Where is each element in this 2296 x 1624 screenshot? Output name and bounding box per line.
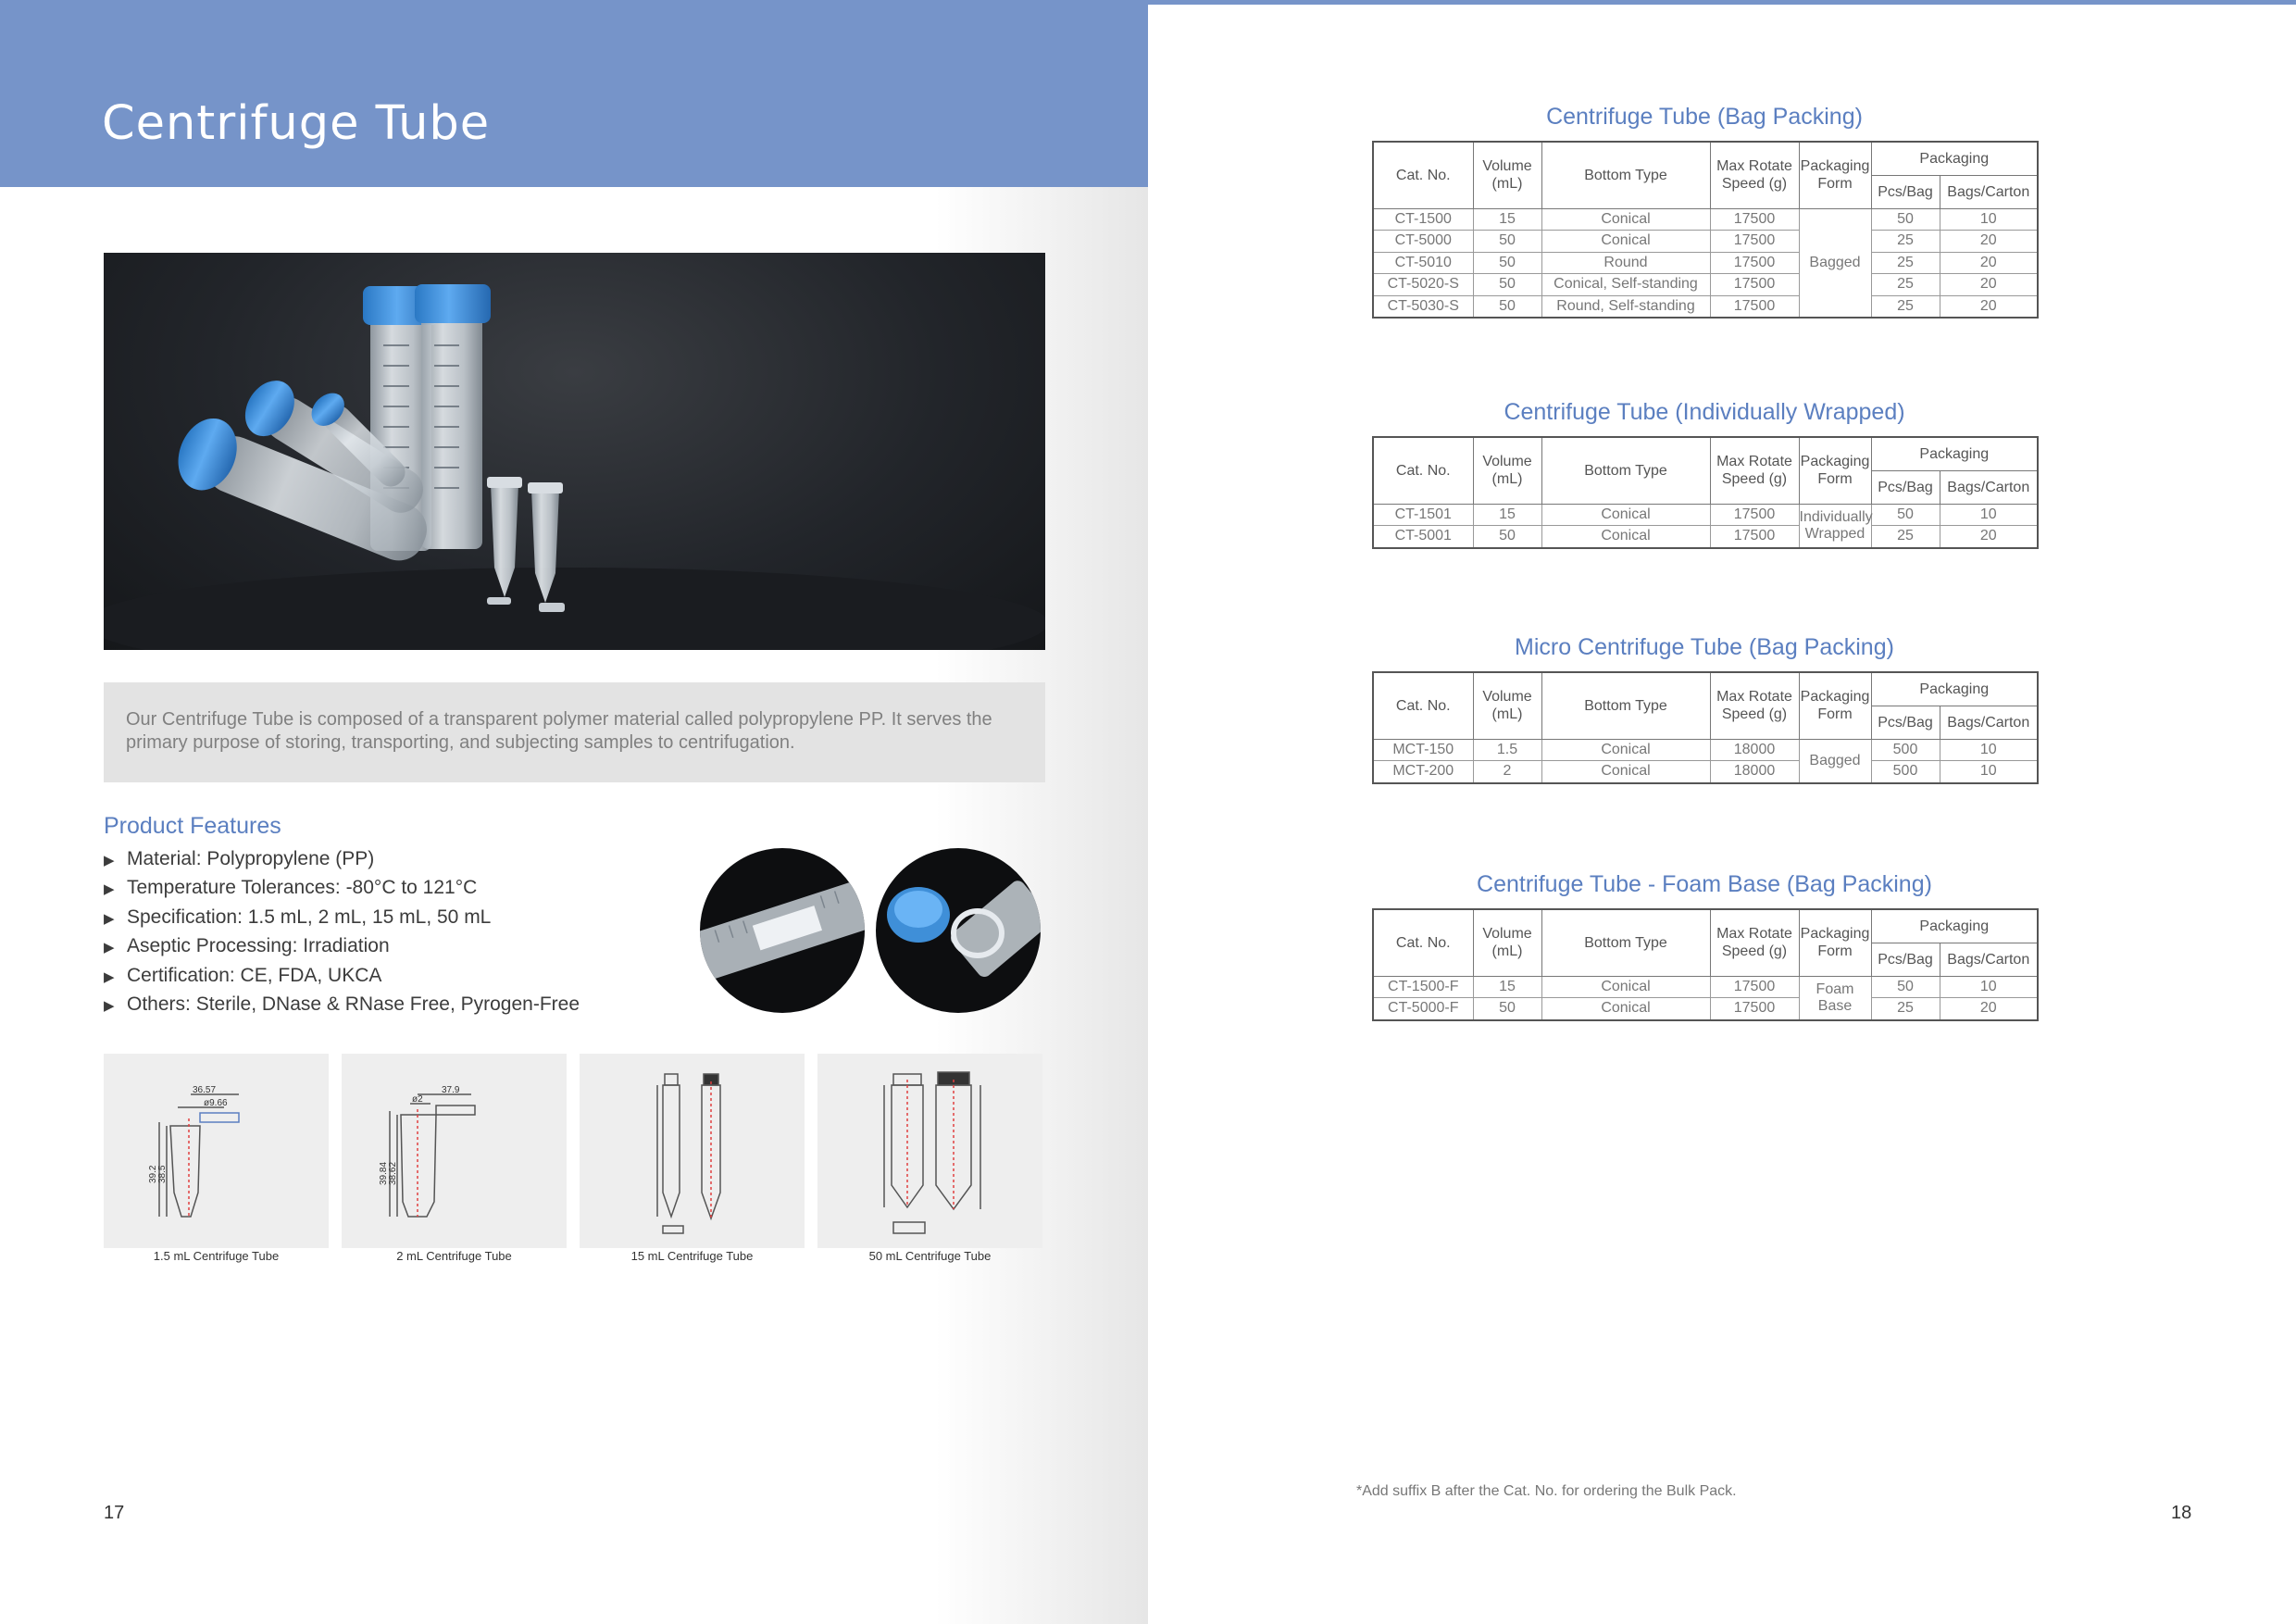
spec-table-foam-base <box>1372 908 2039 1021</box>
header-bags-carton: Bags/Carton <box>1940 943 2038 976</box>
header-band <box>0 0 1148 187</box>
drawing-caption: 50 mL Centrifuge Tube <box>868 1249 992 1263</box>
table-row: MCT-200 2 Conical 18000 500 10 <box>1373 761 2038 783</box>
svg-text:37.9: 37.9 <box>442 1085 460 1095</box>
header-packaging: Packaging <box>1871 672 2038 706</box>
table-title-foam-base: Centrifuge Tube - Foam Base (Bag Packing) <box>1477 871 1932 897</box>
svg-text:39.2: 39.2 <box>148 1165 158 1183</box>
table-row: CT-5030-S 50 Round, Self-standing 17500 25 20 <box>1373 295 2038 318</box>
footnote: *Add suffix B after the Cat. No. for ordering the Bulk Pack. <box>1356 1483 1737 1499</box>
features-heading: Product Features <box>104 813 281 839</box>
header-cat-no: Cat. No. <box>1373 672 1473 739</box>
svg-text:36.57: 36.57 <box>193 1085 217 1095</box>
header-packaging: Packaging <box>1871 909 2038 943</box>
packaging-form-cell: Bagged <box>1799 739 1871 783</box>
header-max-speed: Max Rotate Speed (g) <box>1710 142 1799 208</box>
header-bottom-type: Bottom Type <box>1541 909 1710 976</box>
header-volume: Volume (mL) <box>1473 909 1541 976</box>
table-title-bag-packing: Centrifuge Tube (Bag Packing) <box>1546 104 1863 130</box>
product-photo <box>104 253 1045 650</box>
header-packaging-form: Packaging Form <box>1799 672 1871 739</box>
svg-text:39.84: 39.84 <box>379 1161 389 1185</box>
centrifuge-tubes-illustration <box>104 253 1045 650</box>
triangle-bullet-icon: ▶ <box>104 968 115 985</box>
drawing-caption: 1.5 mL Centrifuge Tube <box>153 1249 280 1263</box>
header-bags-carton: Bags/Carton <box>1940 175 2038 208</box>
feature-item: ▶ Others: Sterile, DNase & RNase Free, Pyrogen-Free <box>104 990 580 1018</box>
header-bottom-type: Bottom Type <box>1541 142 1710 208</box>
spec-table-individually-wrapped <box>1372 436 2039 549</box>
header-packaging-form: Packaging Form <box>1799 437 1871 504</box>
table-title-micro-bag-packing: Micro Centrifuge Tube (Bag Packing) <box>1515 634 1894 660</box>
header-volume: Volume (mL) <box>1473 437 1541 504</box>
header-pcs-bag: Pcs/Bag <box>1871 706 1940 739</box>
header-pcs-bag: Pcs/Bag <box>1871 175 1940 208</box>
header-max-speed: Max Rotate Speed (g) <box>1710 672 1799 739</box>
table-row: CT-5020-S 50 Conical, Self-standing 17500 25 20 <box>1373 274 2038 296</box>
svg-text:38.5: 38.5 <box>157 1165 168 1183</box>
header-pcs-bag: Pcs/Bag <box>1871 943 1940 976</box>
table-title-individually-wrapped: Centrifuge Tube (Individually Wrapped) <box>1504 399 1905 425</box>
drawing-caption: 15 mL Centrifuge Tube <box>630 1249 754 1263</box>
header-packaging: Packaging <box>1871 142 2038 175</box>
header-max-speed: Max Rotate Speed (g) <box>1710 909 1799 976</box>
table-row: CT-1501 15 Conical 17500 Individually Wrapped 50 10 <box>1373 504 2038 526</box>
intro-box <box>104 682 1045 782</box>
triangle-bullet-icon: ▶ <box>104 940 115 956</box>
drawing-2ml <box>342 1054 567 1248</box>
triangle-bullet-icon: ▶ <box>104 910 115 927</box>
table-row: CT-5000 50 Conical 17500 25 20 <box>1373 231 2038 253</box>
features-list <box>104 844 580 1018</box>
table-row: CT-5000-F 50 Conical 17500 25 20 <box>1373 998 2038 1020</box>
feature-item: ▶ Specification: 1.5 mL, 2 mL, 15 mL, 50 mL <box>104 903 580 931</box>
header-packaging-form: Packaging Form <box>1799 142 1871 208</box>
drawing-50ml <box>817 1054 1042 1248</box>
header-volume: Volume (mL) <box>1473 672 1541 739</box>
page-number-left: 17 <box>104 1503 125 1523</box>
drawing-15ml <box>580 1054 805 1248</box>
detail-photo-cap <box>876 848 1041 1013</box>
triangle-bullet-icon: ▶ <box>104 881 115 898</box>
packaging-form-cell: Foam Base <box>1799 976 1871 1020</box>
table-row: CT-5010 50 Round 17500 25 20 <box>1373 252 2038 274</box>
header-cat-no: Cat. No. <box>1373 437 1473 504</box>
header-max-speed: Max Rotate Speed (g) <box>1710 437 1799 504</box>
header-cat-no: Cat. No. <box>1373 909 1473 976</box>
header-bottom-type: Bottom Type <box>1541 672 1710 739</box>
feature-item: ▶ Aseptic Processing: Irradiation <box>104 931 580 960</box>
intro-text: Our Centrifuge Tube is composed of a transparent polymer material called polypropylene PP. It serves the primary purpose of storing, transporting, and subjecting samples to centrifugation. <box>126 709 992 753</box>
spec-table-bag-packing <box>1372 141 2039 319</box>
page-title: Centrifuge Tube <box>102 96 491 151</box>
packaging-form-cell: Individually Wrapped <box>1799 504 1871 548</box>
header-cat-no: Cat. No. <box>1373 142 1473 208</box>
feature-item: ▶ Certification: CE, FDA, UKCA <box>104 961 580 990</box>
header-pcs-bag: Pcs/Bag <box>1871 470 1940 504</box>
svg-text:ø2: ø2 <box>412 1094 423 1105</box>
detail-photo-graduation <box>700 848 865 1013</box>
header-packaging-form: Packaging Form <box>1799 909 1871 976</box>
table-row: CT-5001 50 Conical 17500 25 20 <box>1373 526 2038 548</box>
feature-item: ▶ Material: Polypropylene (PP) <box>104 844 580 873</box>
svg-text:38.62: 38.62 <box>388 1161 398 1185</box>
drawing-caption: 2 mL Centrifuge Tube <box>396 1249 512 1263</box>
svg-text:ø9.66: ø9.66 <box>204 1098 228 1108</box>
header-bags-carton: Bags/Carton <box>1940 470 2038 504</box>
standing-tube-2 <box>415 284 491 549</box>
header-bags-carton: Bags/Carton <box>1940 706 2038 739</box>
header-volume: Volume (mL) <box>1473 142 1541 208</box>
top-accent-line <box>1148 0 2296 5</box>
table-row: CT-1500-F 15 Conical 17500 Foam Base 50 10 <box>1373 976 2038 998</box>
page-number-right: 18 <box>2171 1503 2192 1523</box>
packaging-form-cell: Bagged <box>1799 208 1871 318</box>
header-packaging: Packaging <box>1871 437 2038 470</box>
header-bottom-type: Bottom Type <box>1541 437 1710 504</box>
table-row: CT-1500 15 Conical 17500 Bagged 50 10 <box>1373 208 2038 231</box>
feature-item: ▶ Temperature Tolerances: -80°C to 121°C <box>104 873 580 902</box>
triangle-bullet-icon: ▶ <box>104 997 115 1014</box>
triangle-bullet-icon: ▶ <box>104 853 115 868</box>
spec-table-micro-bag-packing <box>1372 671 2039 784</box>
drawing-1-5ml <box>104 1054 329 1248</box>
table-row: MCT-150 1.5 Conical 18000 Bagged 500 10 <box>1373 739 2038 761</box>
